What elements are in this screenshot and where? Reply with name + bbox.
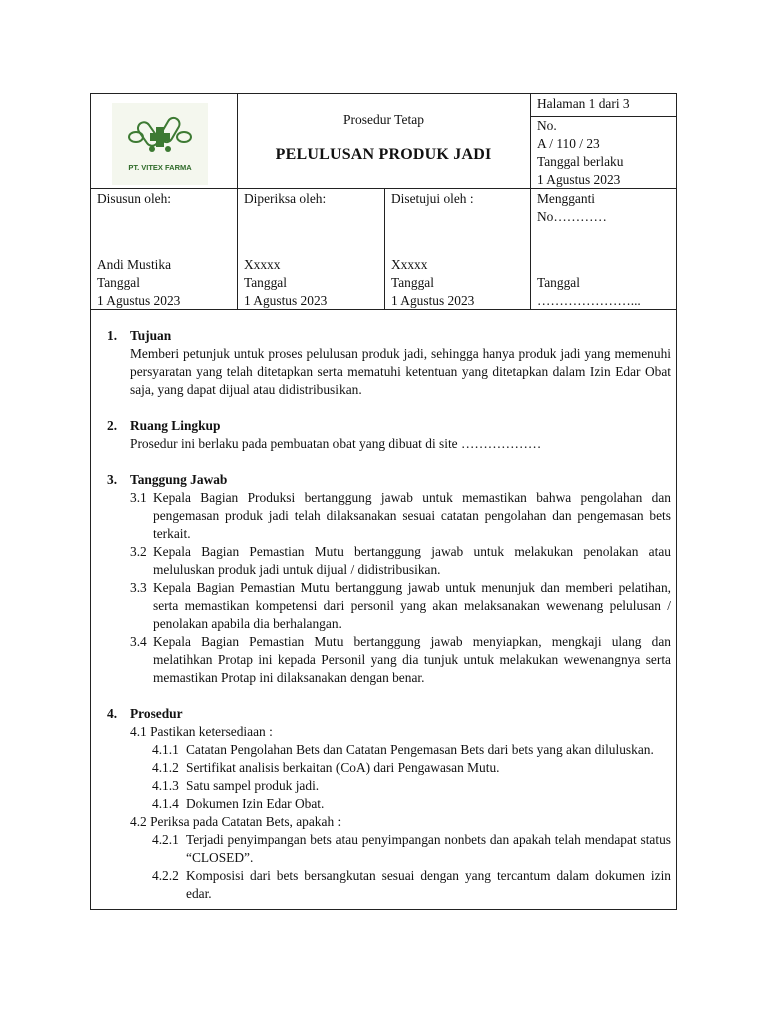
- prepared-date-label: Tanggal: [97, 275, 140, 290]
- checked-by-name: Xxxxx: [244, 257, 281, 272]
- list-item: [152, 867, 671, 903]
- item-text: Satu sampel produk jadi.: [186, 778, 320, 793]
- prepared-date: 1 Agustus 2023: [97, 293, 181, 308]
- item-number: 3.1: [130, 490, 147, 505]
- prepared-by-name: Andi Mustika: [97, 257, 172, 272]
- section-heading: [107, 417, 671, 435]
- subsection-heading: 4.1 Pastikan ketersediaan :: [130, 724, 273, 739]
- section-scope: [107, 417, 671, 453]
- list-item: [130, 489, 671, 543]
- doc-number: A / 110 / 23: [537, 136, 600, 151]
- document-type: Prosedur Tetap: [343, 112, 424, 127]
- section-number: 3.: [107, 472, 118, 487]
- item-number: 4.1.4: [152, 796, 179, 811]
- list-item: [130, 543, 671, 579]
- document-body: [107, 327, 671, 921]
- section-paragraph: Prosedur ini berlaku pada pembuatan obat yang dibuat di site ………………: [130, 436, 542, 451]
- checked-date-label: Tanggal: [244, 275, 287, 290]
- list-item: [152, 759, 671, 777]
- subsection-heading: 4.2 Periksa pada Catatan Bets, apakah :: [130, 814, 342, 829]
- section-procedure: [107, 705, 671, 903]
- section-number: 1.: [107, 328, 118, 343]
- item-text: Kepala Bagian Pemastian Mutu bertanggung jawab untuk melakukan penolakan atau meluluskan produk jadi untuk dijual / didistribusikan.: [153, 544, 671, 577]
- effective-date-label: Tanggal berlaku: [537, 154, 624, 169]
- section-purpose: [107, 327, 671, 399]
- item-text: Kepala Bagian Pemastian Mutu bertanggung jawab menyiapkan, mengkaji ulang dan melatihkan Protap ini kepada Personil yang dia tunjuk untuk melakukan wewenangnya serta memastikan Protap ini dilaksanakan dengan benar.: [153, 634, 671, 685]
- approved-date: 1 Agustus 2023: [391, 293, 475, 308]
- item-number: 4.2.1: [152, 832, 179, 847]
- replaces-date-label: Tanggal: [537, 275, 580, 290]
- item-number: 4.1.3: [152, 778, 179, 793]
- item-text: Kepala Bagian Produksi bertanggung jawab untuk memastikan bahwa pengolahan dan pengemasan produk jadi telah dilaksanakan sesuai catatan pengolahan dan pengemasan bets terkait.: [153, 490, 671, 541]
- list-item: [152, 777, 671, 795]
- list-item: [130, 633, 671, 687]
- section-title: Prosedur: [130, 706, 183, 721]
- item-number: 4.1.1: [152, 742, 179, 757]
- company-logo: [112, 103, 208, 185]
- section-title: Tanggung Jawab: [130, 472, 228, 487]
- section-heading: [107, 327, 671, 345]
- item-number: 3.4: [130, 634, 147, 649]
- checked-by-label: Diperiksa oleh:: [244, 191, 327, 206]
- approved-by-name: Xxxxx: [391, 257, 428, 272]
- item-number: 3.2: [130, 544, 147, 559]
- section-title: Ruang Lingkup: [130, 418, 221, 433]
- prepared-by-label: Disusun oleh:: [97, 191, 172, 206]
- replaces-label: Mengganti: [537, 191, 596, 206]
- list-item: [152, 795, 671, 813]
- logo-label: PT. VITEX FARMA: [128, 163, 192, 172]
- approved-by-label: Disetujui oleh :: [391, 191, 474, 206]
- replaces-date: …………………...: [537, 293, 641, 308]
- item-text: Kepala Bagian Pemastian Mutu bertanggung jawab untuk menunjuk dan memberi pelatihan, serta memastikan kompetensi dari personil yang akan melaksanakan wewenang pelulusan / penolakan apabila dia berhalangan.: [153, 580, 671, 631]
- list-item: [130, 579, 671, 633]
- checked-date: 1 Agustus 2023: [244, 293, 328, 308]
- item-text: Komposisi dari bets bersangkutan sesuai dengan yang tercantum dalam dokumen izin edar.: [186, 868, 671, 901]
- section-heading: [107, 705, 671, 723]
- item-number: 4.2.2: [152, 868, 179, 883]
- replaces-number: No…………: [537, 209, 607, 224]
- section-number: 2.: [107, 418, 118, 433]
- divider: [384, 188, 385, 309]
- item-number: 3.3: [130, 580, 147, 595]
- section-responsibility: [107, 471, 671, 687]
- approved-date-label: Tanggal: [391, 275, 434, 290]
- section-heading: [107, 471, 671, 489]
- effective-date: 1 Agustus 2023: [537, 172, 621, 187]
- divider: [530, 93, 531, 309]
- item-text: Sertifikat analisis berkaitan (CoA) dari Pengawasan Mutu.: [186, 760, 500, 775]
- item-number: 4.1.2: [152, 760, 179, 775]
- item-text: Dokumen Izin Edar Obat.: [186, 796, 325, 811]
- section-title: Tujuan: [130, 328, 172, 343]
- list-item: [152, 741, 671, 759]
- list-item: [152, 831, 671, 867]
- document-title: PELULUSAN PRODUK JADI: [275, 146, 492, 163]
- section-number: 4.: [107, 706, 118, 721]
- page-info: Halaman 1 dari 3: [537, 96, 630, 111]
- item-text: Catatan Pengolahan Bets dan Catatan Pengemasan Bets dari bets yang akan diluluskan.: [186, 742, 654, 757]
- doc-number-label: No.: [537, 118, 557, 133]
- section-paragraph: Memberi petunjuk untuk proses pelulusan produk jadi, sehingga hanya produk jadi yang memenuhi persyaratan yang telah ditetapkan serta mematuhi ketentuan yang ditetapkan dalam Izin Edar Obat saja, yang dapat dijual atau didistribusikan.: [130, 346, 671, 397]
- item-text: Terjadi penyimpangan bets atau penyimpangan nonbets dan apakah telah mendapat status “CLOSED”.: [186, 832, 671, 865]
